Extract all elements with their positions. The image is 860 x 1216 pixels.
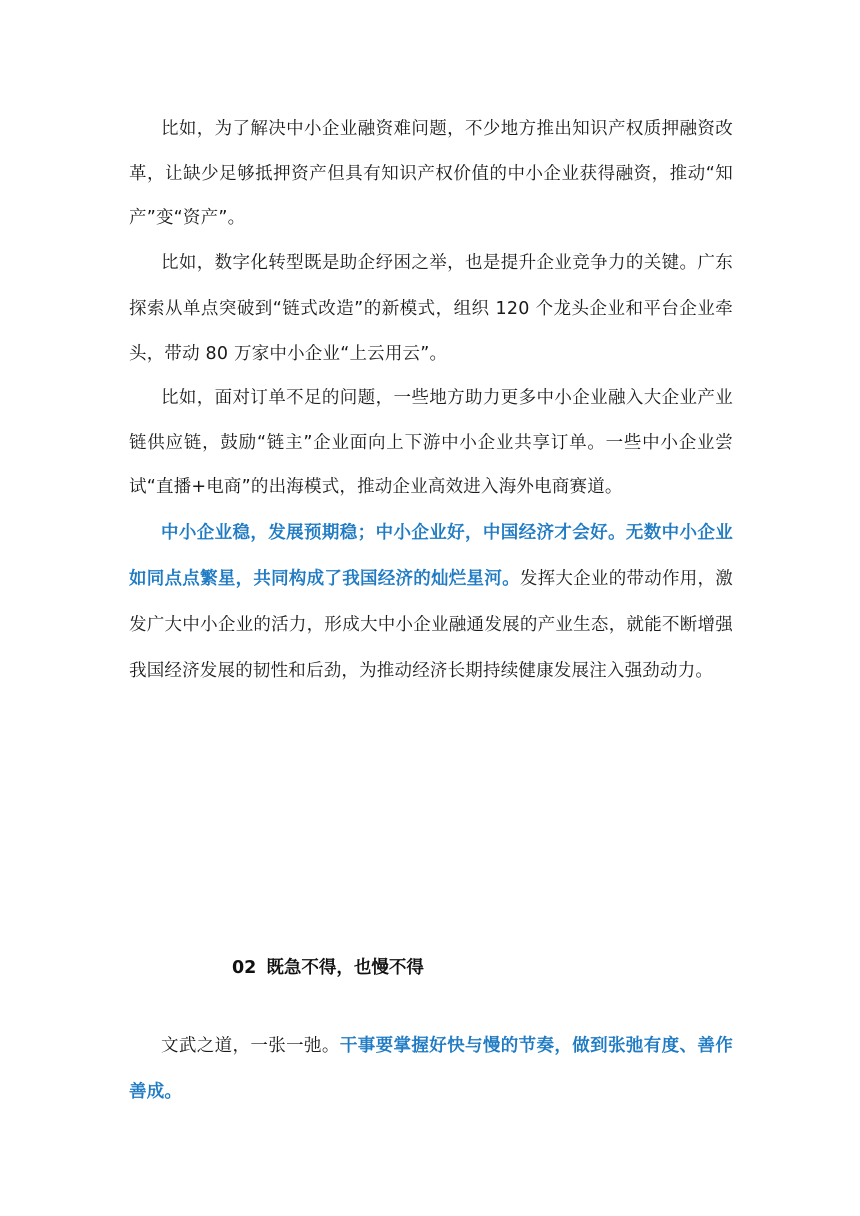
section-heading [232,952,424,984]
paragraph-text: 发挥大企业的带动作用，激发广大中小企业的活力，形成大中小企业融通发展的产业生态，就能不断增强我国经济发展的韧性和后劲，为推动经济长期持续健康发展注入强劲动力。 [129,569,733,681]
paragraph-sme-summary [129,510,733,694]
paragraph-text: 比如，面对订单不足的问题，一些地方助力更多中小企业融入大企业产业链供应链，鼓励“链主”企业面向上下游中小企业共享订单。一些中小企业尝试“直播+电商”的出海模式，推动企业高效进入海外电商赛道。 [129,388,733,497]
paragraph-ip-financing [129,107,733,241]
highlighted-text: 中小企业稳，发展预期稳；中小企业好，中国经济才会好。无数中小企业如同点点繁星，共同构成了我国经济的灿烂星河。 [129,523,733,589]
paragraph-text: 比如，为了解决中小企业融资难问题，不少地方推出知识产权质押融资改革，让缺少足够抵押资产但具有知识产权价值的中小企业获得融资，推动“知产”变“资产”。 [129,119,733,228]
highlighted-text: 干事要掌握好快与慢的节奏，做到张弛有度、善作善成。 [129,1036,734,1102]
paragraph-digital-transformation [129,241,733,378]
paragraph-text: 比如，数字化转型既是助企纾困之举，也是提升企业竞争力的关键。广东探索从单点突破到“链式改造”的新模式，组织 120 个龙头企业和平台企业牵头，带动 80 万家中小企业“上云用云”。 [129,253,733,364]
paragraph-text: 文武之道，一张一弛。 [161,1036,340,1056]
section-title: 既急不得，也慢不得 [266,958,424,978]
paragraph-supply-chain-orders [129,376,733,510]
paragraph-closing [129,1023,733,1115]
section-number: 02 [232,958,257,978]
